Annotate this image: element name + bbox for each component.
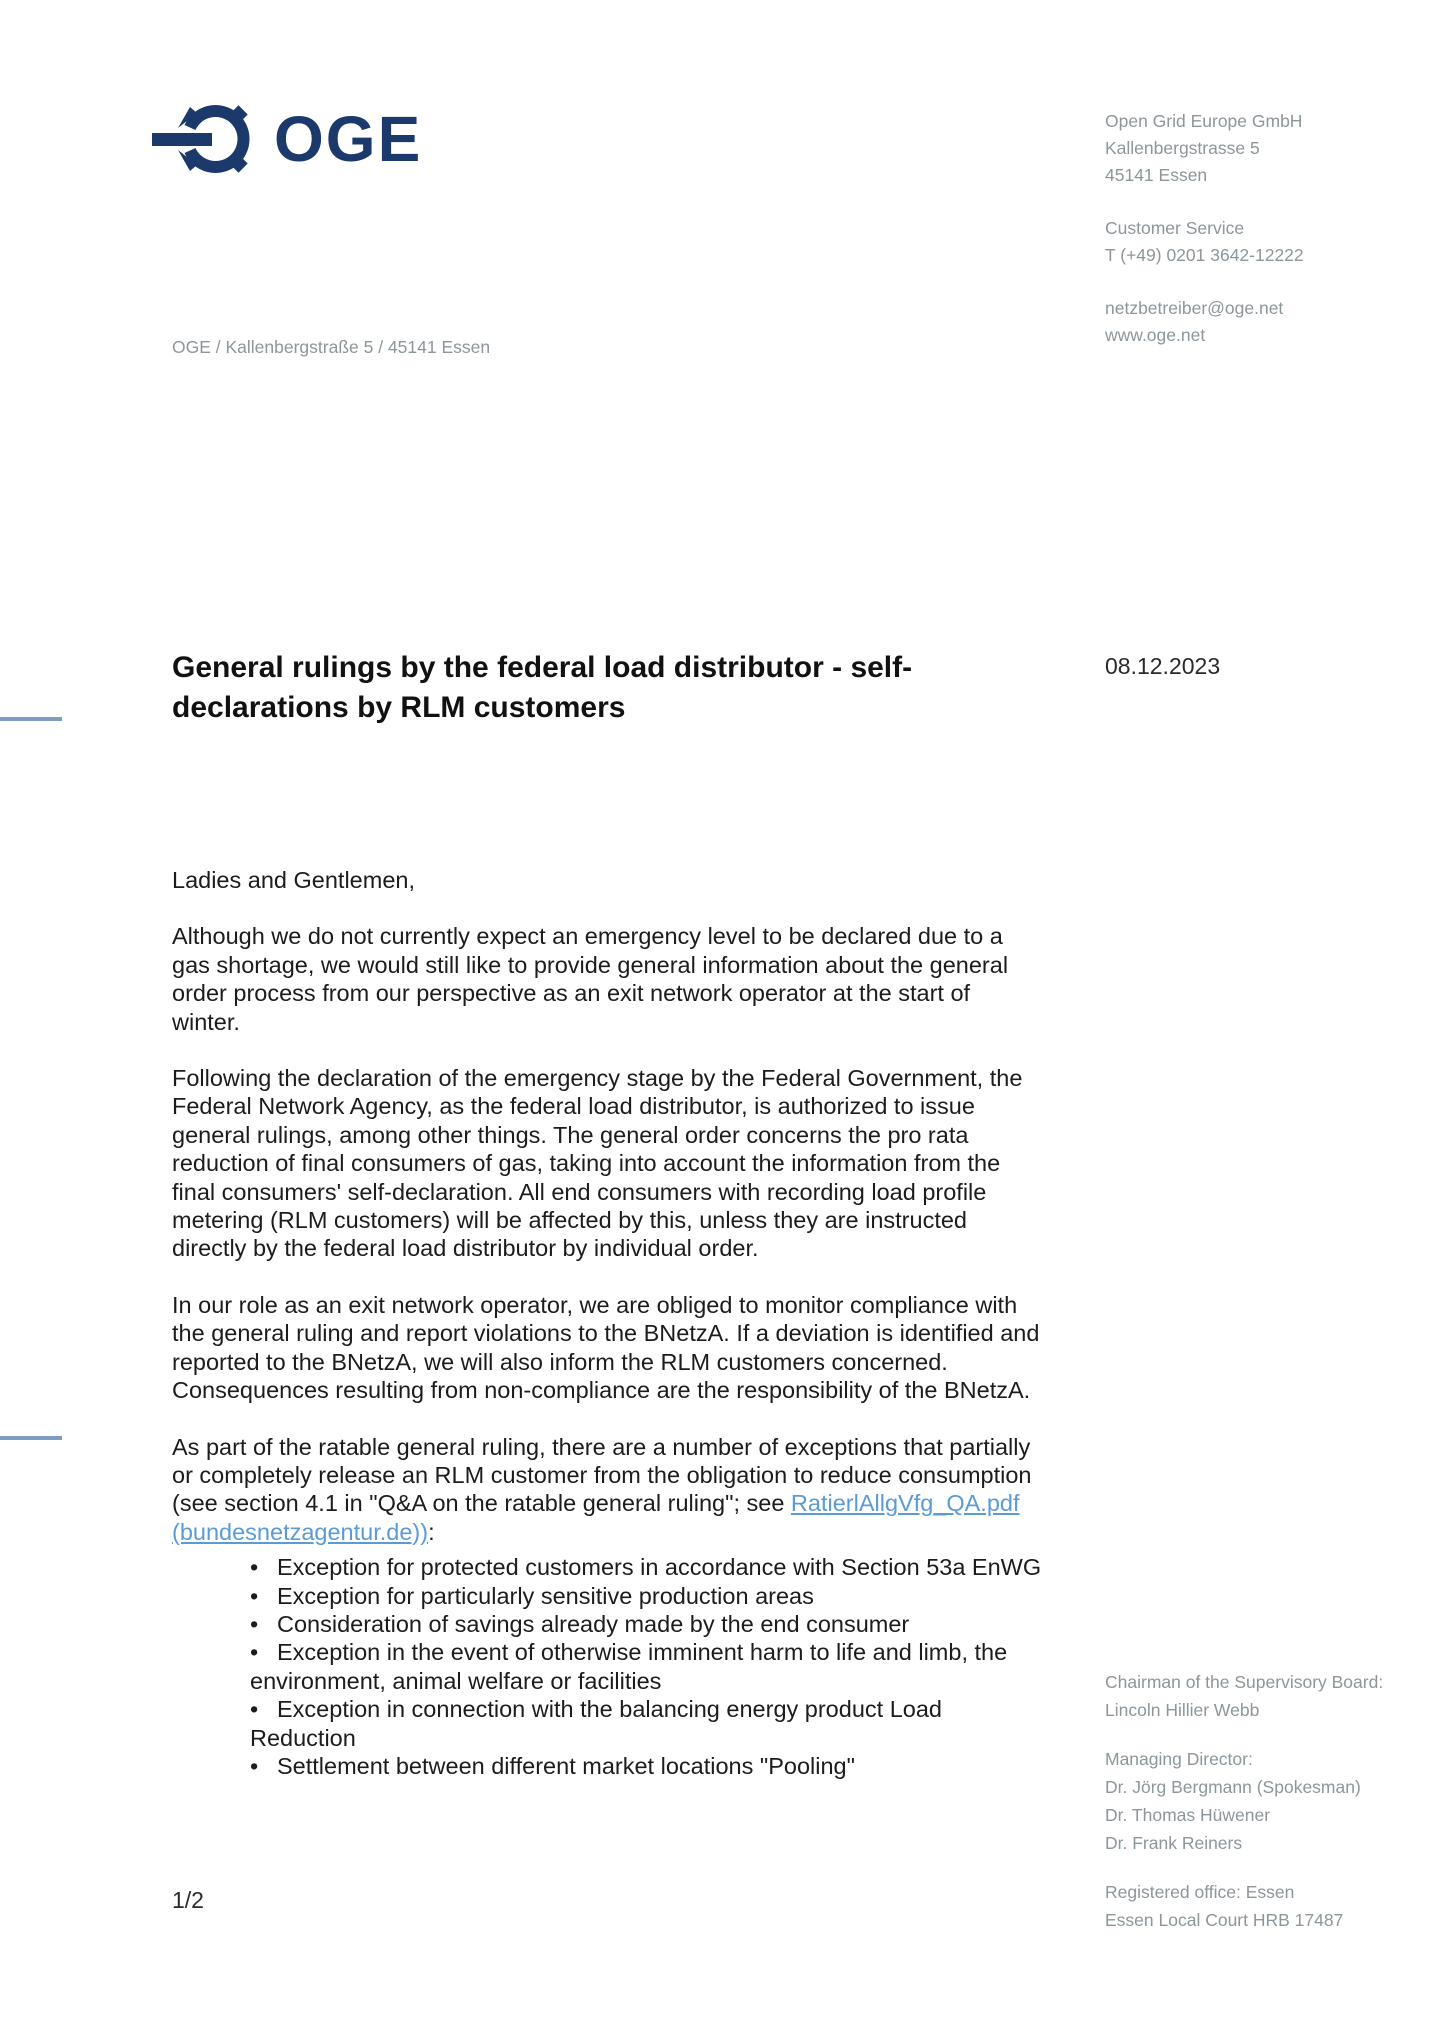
company-name: Open Grid Europe GmbH	[1105, 111, 1303, 131]
company-email: netzbetreiber@oge.net	[1105, 298, 1284, 318]
company-city: 45141 Essen	[1105, 165, 1208, 185]
registered-office: Registered office: Essen	[1105, 1882, 1295, 1902]
letter-date: 08.12.2023	[1105, 653, 1221, 679]
company-street: Kallenbergstrasse 5	[1105, 138, 1260, 158]
customer-service-label: Customer Service	[1105, 218, 1245, 238]
list-item	[250, 1695, 1044, 1752]
page-number: 1/2	[172, 1887, 204, 1913]
bullet-icon: •	[250, 1752, 259, 1779]
list-item-text: Exception for protected customers in accordance with Section 53a EnWG	[277, 1554, 1042, 1581]
list-item	[250, 1610, 1044, 1638]
list-item-text: Exception in connection with the balancing energy product Load Reduction	[250, 1696, 942, 1751]
list-item-text: Settlement between different market locations "Pooling"	[277, 1752, 855, 1779]
chairman-name: Lincoln Hillier Webb	[1105, 1700, 1260, 1720]
list-item	[250, 1582, 1044, 1610]
list-item-text: Consideration of savings already made by the end consumer	[277, 1610, 910, 1637]
company-website: www.oge.net	[1105, 325, 1206, 345]
bullet-icon: •	[250, 1610, 259, 1637]
letter-body	[172, 866, 1044, 1780]
paragraph: Although we do not currently expect an emergency level to be declared due to a gas shortage, we would still like to provide general information about the general order process from our perspective as an exit network operator at the start of winter.	[172, 923, 1009, 1035]
sender-line: OGE / Kallenbergstraße 5 / 45141 Essen	[172, 337, 491, 357]
list-item-text: Exception for particularly sensitive production areas	[277, 1582, 814, 1609]
link-paragraph-after: :	[428, 1518, 435, 1545]
company-logo	[152, 92, 422, 186]
paragraph-with-link	[172, 1433, 1044, 1547]
fold-mark	[0, 717, 62, 721]
salutation: Ladies and Gentlemen,	[172, 867, 415, 893]
bullet-icon: •	[250, 1696, 259, 1723]
managing-director-label: Managing Director:	[1105, 1749, 1253, 1769]
list-item-text: Exception in the event of otherwise imminent harm to life and limb, the environment, animal welfare or facilities	[250, 1639, 1008, 1694]
logo-wordmark: OGE	[274, 103, 423, 175]
registered-court: Essen Local Court HRB 17487	[1105, 1910, 1344, 1930]
managing-director-name: Dr. Frank Reiners	[1105, 1833, 1243, 1853]
exceptions-list	[250, 1553, 1044, 1780]
letter-title: General rulings by the federal load distributor - self-declarations by RLM customers	[172, 651, 913, 724]
fold-mark	[0, 1436, 62, 1440]
oge-flange-icon	[152, 92, 252, 186]
paragraph: Following the declaration of the emergency stage by the Federal Government, the Federal Network Agency, as the federal load distributor, is authorized to issue general rulings, among other things. The general order concerns the pro rata reduction of final consumers of gas, taking into account the information from the final consumers' self-declaration. All end consumers with recording load profile metering (RLM customers) will be affected by this, unless they are instructed directly by the federal load distributor by individual order.	[172, 1065, 1023, 1262]
list-item	[250, 1638, 1044, 1695]
list-item	[250, 1553, 1044, 1581]
managing-director-name: Dr. Jörg Bergmann (Spokesman)	[1105, 1777, 1361, 1797]
company-address-block	[1105, 108, 1304, 375]
chairman-label: Chairman of the Supervisory Board:	[1105, 1672, 1384, 1692]
bullet-icon: •	[250, 1639, 259, 1666]
list-item	[250, 1752, 1044, 1780]
bullet-icon: •	[250, 1554, 259, 1581]
managing-director-name: Dr. Thomas Hüwener	[1105, 1805, 1271, 1825]
company-officers-block	[1105, 1668, 1383, 1955]
link-paragraph-before: As part of the ratable general ruling, there are a number of exceptions that partially or completely release an RLM customer from the obligation to reduce consumption (see section 4.1 in "Q&A on the ratable general ruling"; see	[172, 1433, 1032, 1517]
customer-service-phone: T (+49) 0201 3642-12222	[1105, 245, 1304, 265]
bullet-icon: •	[250, 1582, 259, 1609]
paragraph: In our role as an exit network operator, we are obliged to monitor compliance with the general ruling and report violations to the BNetzA. If a deviation is identified and reported to the BNetzA, we will also inform the RLM customers concerned. Consequences resulting from non-compliance are the responsibility of the BNetzA.	[172, 1291, 1040, 1404]
bundesnetzagentur-pdf-link[interactable]: RatierlAllgVfg_QA.pdf (bundesnetzagentur.de))	[172, 1490, 1020, 1545]
